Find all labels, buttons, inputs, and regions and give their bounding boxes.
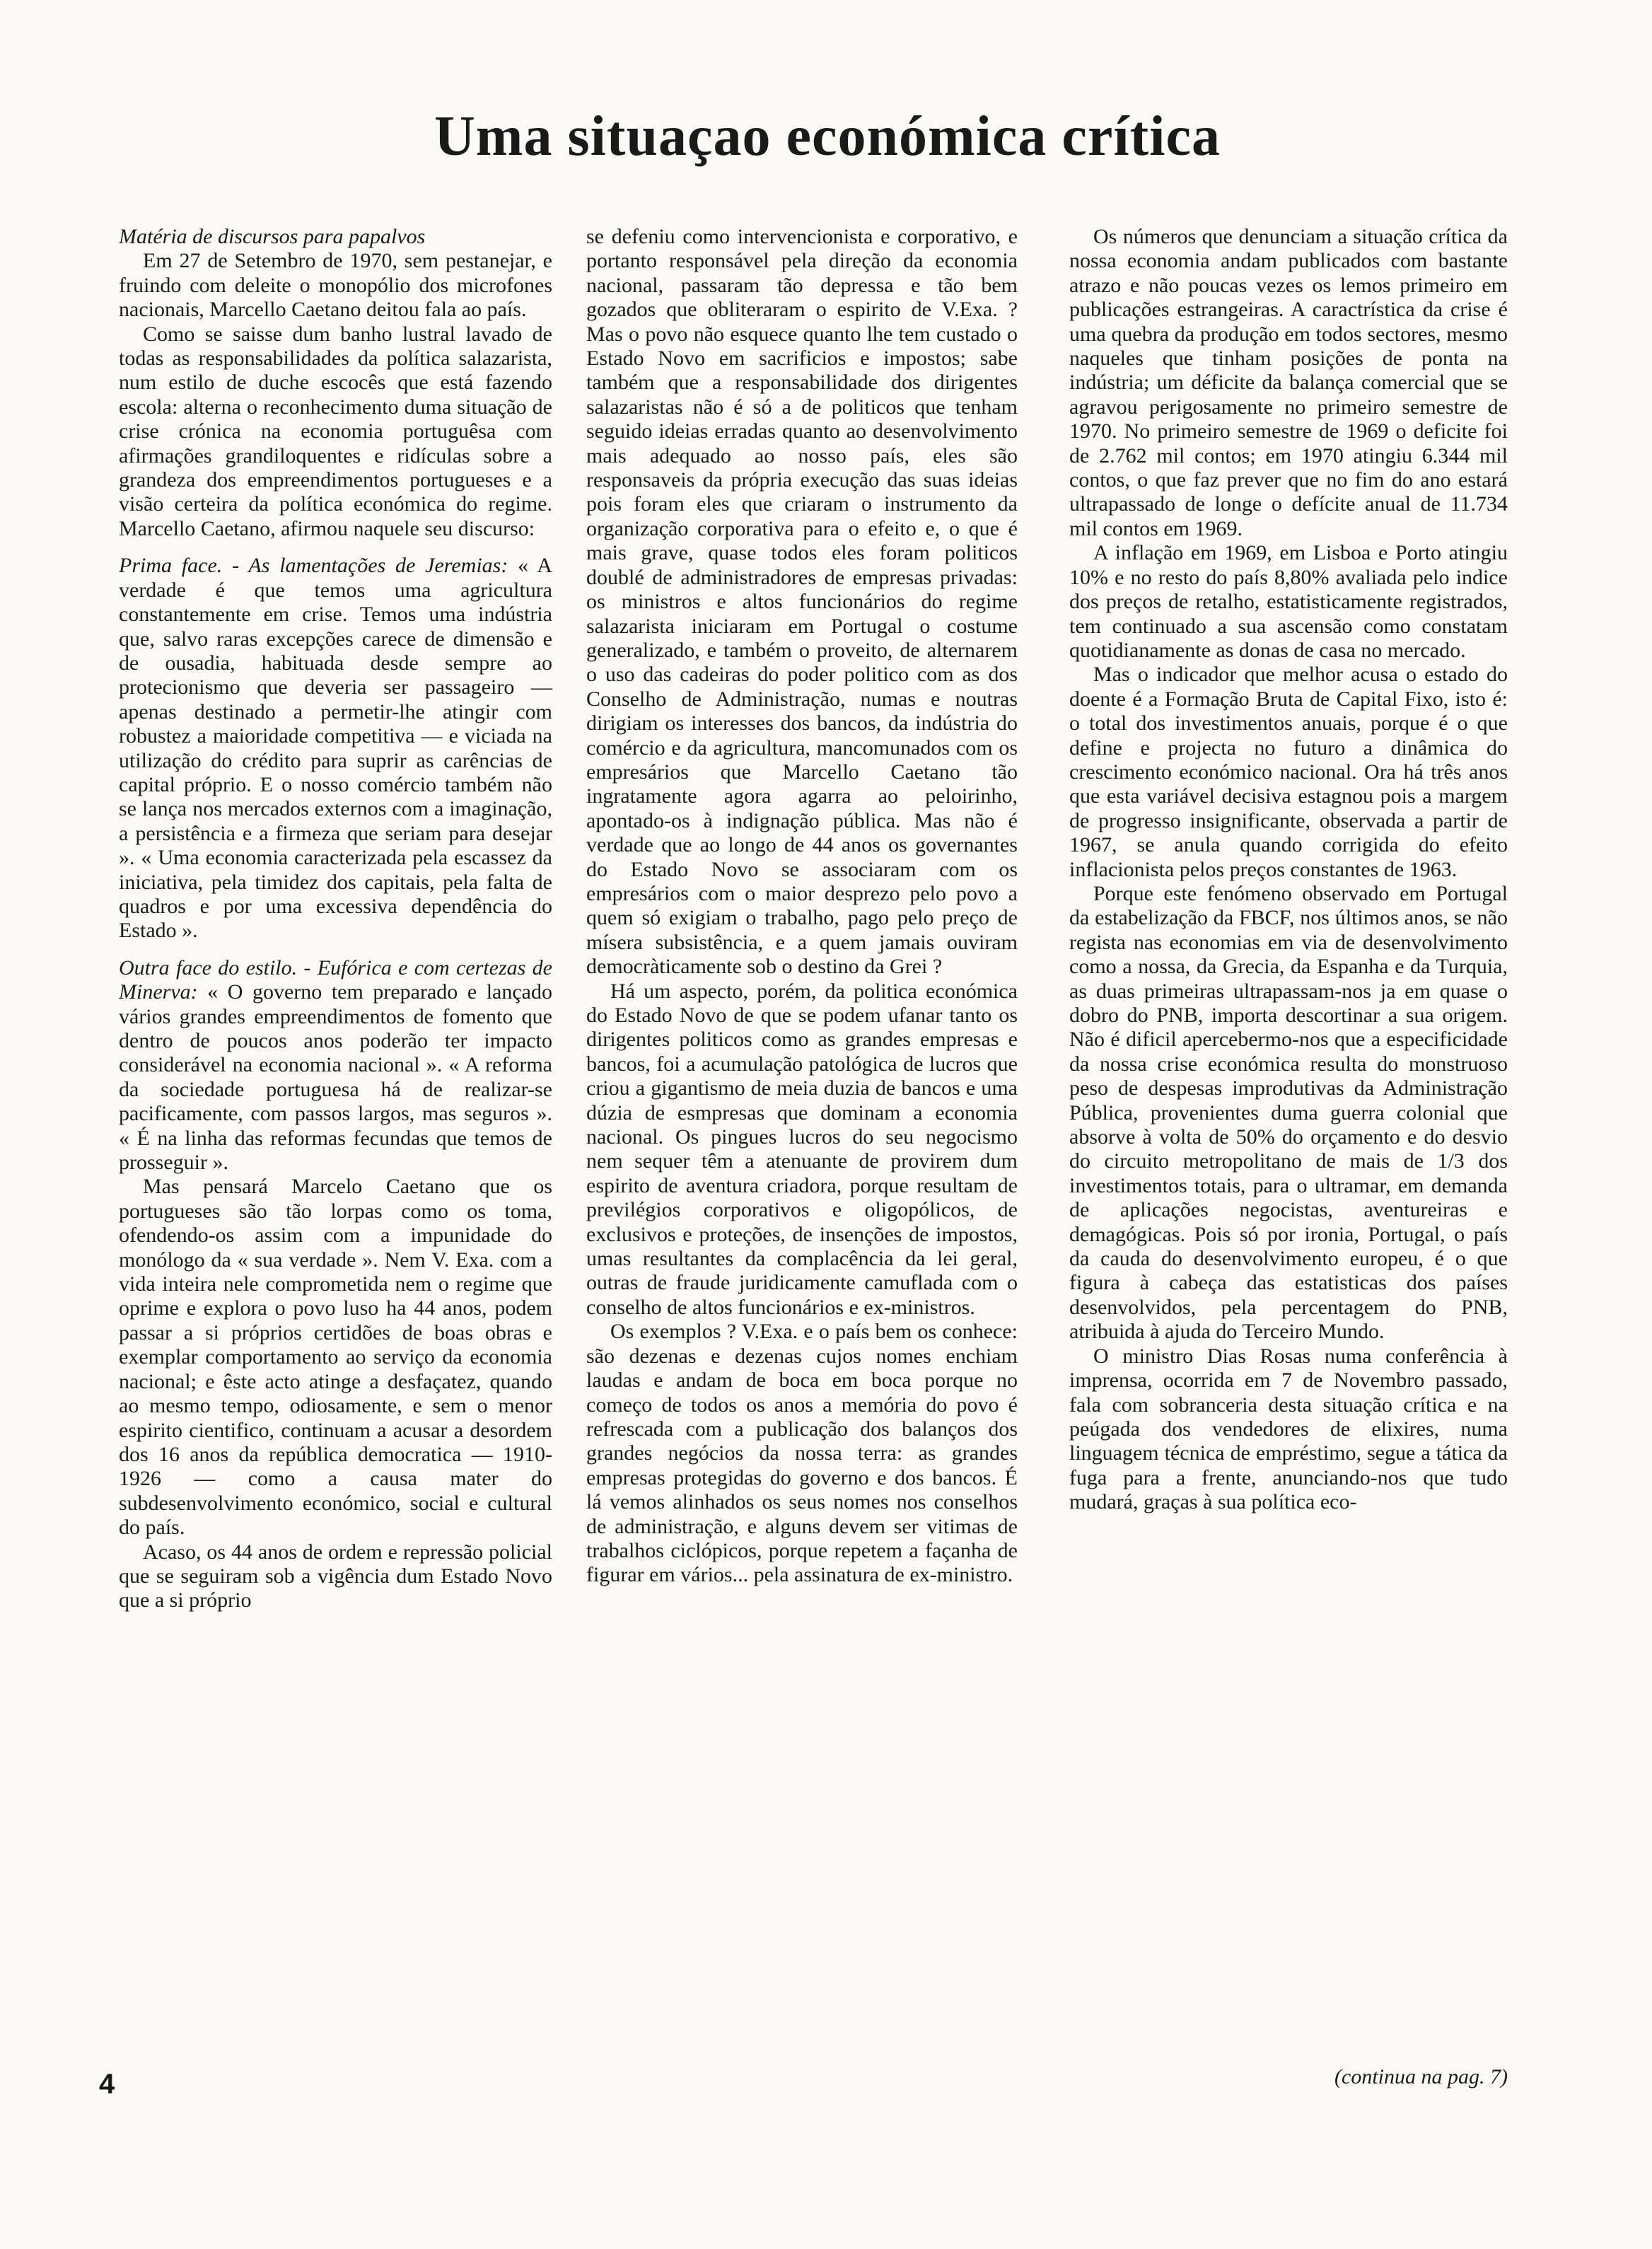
paragraph: Há um aspecto, porém, da politica económica do Estado Novo de que se podem ufanar tanto os dirigentes politicos como as grandes empresas e bancos, foi a acumulação patológica de lucros que criou a gigantismo de meia duzia de bancos e uma dúzia de esmpresas que dominam a economia nacional. Os pingues lucros do seu negocismo nem sequer têm a atenuante de provirem dum espirito de aventura criadora, porque resultam de previlégios corporativos e oligopólicos, de exclusivos e proteções, de insenções de impostos, umas resultantes da complacência da lei geral, outras de fraude juridicamente camuflada com o conselho de altos funcionários e ex-ministros. [586,979,1018,1319]
paragraph-lead: Prima face. - As lamentações de Jeremias: [119,554,508,578]
paragraph [119,956,552,1175]
paragraph: O ministro Dias Rosas numa conferência à imprensa, ocorrida em 7 de Novembro passado, fala com sobranceria desta situação crítica e na peúgada dos vendedores de elixires, numa linguagem técnica de empréstimo, segue a tática da fuga para a frente, anunciando-nos que tudo mudará, graças à sua política eco- [1069,1344,1508,1514]
article-column-2 [586,225,1018,1588]
page-number: 4 [99,2069,115,2100]
paragraph: Mas o indicador que melhor acusa o estado do doente é a Formação Bruta de Capital Fixo, isto é: o total dos investimentos anuais, porque é o que define e projecta no futuro a dinâmica do crescimento económico nacional. Ora há três anos que esta variável decisiva estagnou pois a margem de progresso insignificante, observada a partir de 1967, se anula quando corrigida do efeito inflacionista pelos preços constantes de 1963. [1069,663,1508,881]
paragraph: se defeniu como intervencionista e corporativo, e portanto responsável pela direção da economia nacional, passaram tão depressa e tão bem gozados que obliteraram o espirito de V.Exa. ? Mas o povo não esquece quanto lhe tem custado o Estado Novo em sacrificios e impostos; sabe também que a responsabilidade dos dirigentes salazaristas não é só a de politicos que tenham seguido ideias erradas quanto ao desenvolvimento mais adequado ao nosso país, eles são responsaveis da própria execução das suas ideias pois foram eles que criaram o instrumento da organização corporativa para o efeito e, o que é mais grave, quase todos eles foram politicos doublé de administradores de empresas privadas: os ministros e altos funcionários do regime salazarista iniciaram em Portugal o costume generalizado, e também o proveito, de alternarem o uso das cadeiras do poder politico com as dos Conselho de Administração, numas e noutras dirigiam os interesses dos bancos, da indústria do comércio e da agricultura, mancomunados com os empresários que Marcello Caetano tão ingratamente agora agarra ao peloirinho, apontado-os à indignação pública. Mas não é verdade que ao longo de 44 anos os governantes do Estado Novo se associaram com os empresários com o maior desprezo pelo povo a quem só exigiam o trabalho, pago pelo preço de mísera subsistência, e a quem jamais ouviram democràticamente sob o destino da Grei ? [586,225,1018,979]
continued-note: (continua na pag. 7) [1334,2065,1508,2088]
paragraph: Mas pensará Marcelo Caetano que os portugueses são tão lorpas como os toma, ofendendo-os assim com a impunidade do monólogo da « sua verdade ». Nem V. Exa. com a vida inteira nele comprometida nem o regime que oprime e explora o povo luso ha 44 anos, podem passar a si próprios certidões de boas obras e exemplar comportamento ao serviço da economia nacional; e êste acto atinge a desfaçatez, quando ao mesmo tempo, odiosamente, e sem o menor espirito cientifico, continuam a acusar a desordem dos 16 anos da república democratica — 1910-1926 — como a causa mater do subdesenvolvimento económico, social e cultural do país. [119,1175,552,1540]
paragraph-body: « A verdade é que temos uma agricultura constantemente em crise. Temos uma indústria que, salvo raras excepções carece de dimensão e de ousadia, habituada desde sempre ao protecionismo que deveria ser passageiro — apenas destinado a permetir-lhe atingir com robustez a maioridade competitiva — e viciada na utilização do crédito para suprir as carências de capital próprio. E o nosso comércio também não se lança nos mercados externos com a imaginação, a persistência e a firmeza que seriam para desejar ». « Uma economia caracterizada pela escassez da iniciativa, pela timidez dos capitais, pela falta de quadros e por uma excessiva dependência do Estado ». [119,554,552,943]
paragraph-body: « O governo tem preparado e lançado vários grandes empreendimentos de fomento que dentro de poucos anos poderão ter impacto considerável na economia nacional ». « A reforma da sociedade portuguesa há de realizar-se pacificamente, com passos largos, mas seguros ». « É na linha das reformas fecundas que temos de prosseguir ». [119,980,552,1175]
paragraph: Acaso, os 44 anos de ordem e repressão policial que se seguiram sob a vigência dum Estado Novo que a si próprio [119,1540,552,1612]
paragraph-lead: Outra face do estilo. - Eufórica e com certezas de Minerva: [119,955,552,1004]
article-column-3 [1069,225,1508,1515]
section-kicker: Matéria de discursos para papalvos [119,225,426,248]
article-column-1 [119,225,552,1613]
paragraph: Porque este fenómeno observado em Portugal da estabelização da FBCF, nos últimos anos, se não regista nas economias em via de desenvolvimento como a nossa, da Grecia, da Espanha e da Turquia, as duas primeiras ultrapassam-nos ja em quase o dobro do PNB, importa descortinar a sua origem. Não é dificil apercebermo-nos que a especificidade da nossa crise económica resulta do monstruoso peso de despesas improdutivas da Administração Pública, provenientes duma guerra colonial que absorve à volta de 50% do orçamento e do desvio do circuito metropolitano de mais de 1/3 dos investimentos totais, para o ultramar, em demanda de aplicações negocistas, aventureiras e demagógicas. Pois só por ironia, Portugal, o país da cauda do desenvolvimento europeu, é o que figura à cabeça das estatisticas dos países desenvolvidos, pela percentagem do PNB, atribuida à ajuda do Terceiro Mundo. [1069,881,1508,1344]
paragraph [119,554,552,943]
paragraph: Em 27 de Setembro de 1970, sem pestanejar, e fruindo com deleite o monopólio dos microfones nacionais, Marcello Caetano deitou fala ao país. [119,249,552,322]
paragraph: Os números que denunciam a situação crítica da nossa economia andam publicados com bastante atrazo e não poucas vezes os lemos primeiro em publicações estrangeiras. A caractrística da crise é uma quebra da produção em todos sectores, mesmo naqueles que tinham posições de ponta na indústria; um déficite da balança comercial que se agravou perigosamente no primeiro semestre de 1970. No primeiro semestre de 1969 o deficite foi de 2.762 mil contos; em 1970 atingiu 6.344 mil contos, o que faz prever que no fim do ano estará ultrapassado de longe o defícite anual de 11.734 mil contos em 1969. [1069,225,1508,540]
article-title: Uma situaçao económica crítica [434,105,1221,168]
paragraph: Como se saisse dum banho lustral lavado de todas as responsabilidades da política salazarista, num estilo de duche escocês que está fazendo escola: alterna o reconhecimento duma situação de crise crónica na economia portuguêsa com afirmações grandiloquentes e ridículas sobre a grandeza dos empreendimentos portugueses e a visão certeira da política económica do regime. Marcello Caetano, afirmou naquele seu discurso: [119,322,552,540]
paragraph: A inflação em 1969, em Lisboa e Porto atingiu 10% e no resto do país 8,80% avaliada pelo indice dos preços de retalho, estatisticamente registrados, tem continuado a sua ascensão como constatam quotidianamente as donas de casa no mercado. [1069,541,1508,662]
paragraph: Os exemplos ? V.Exa. e o país bem os conhece: são dezenas e dezenas cujos nomes enchiam laudas e andam de boca em boca porque no começo de todos os anos a memória do povo é refrescada com a publicação dos balanços dos grandes negócios da nossa terra: as grandes empresas protegidas do governo e dos bancos. É lá vemos alinhados os seus nomes nos conselhos de administração, e alguns devem ser vitimas de trabalhos ciclópicos, porque repetem a façanha de figurar em vários... pela assinatura de ex-ministro. [586,1320,1018,1587]
